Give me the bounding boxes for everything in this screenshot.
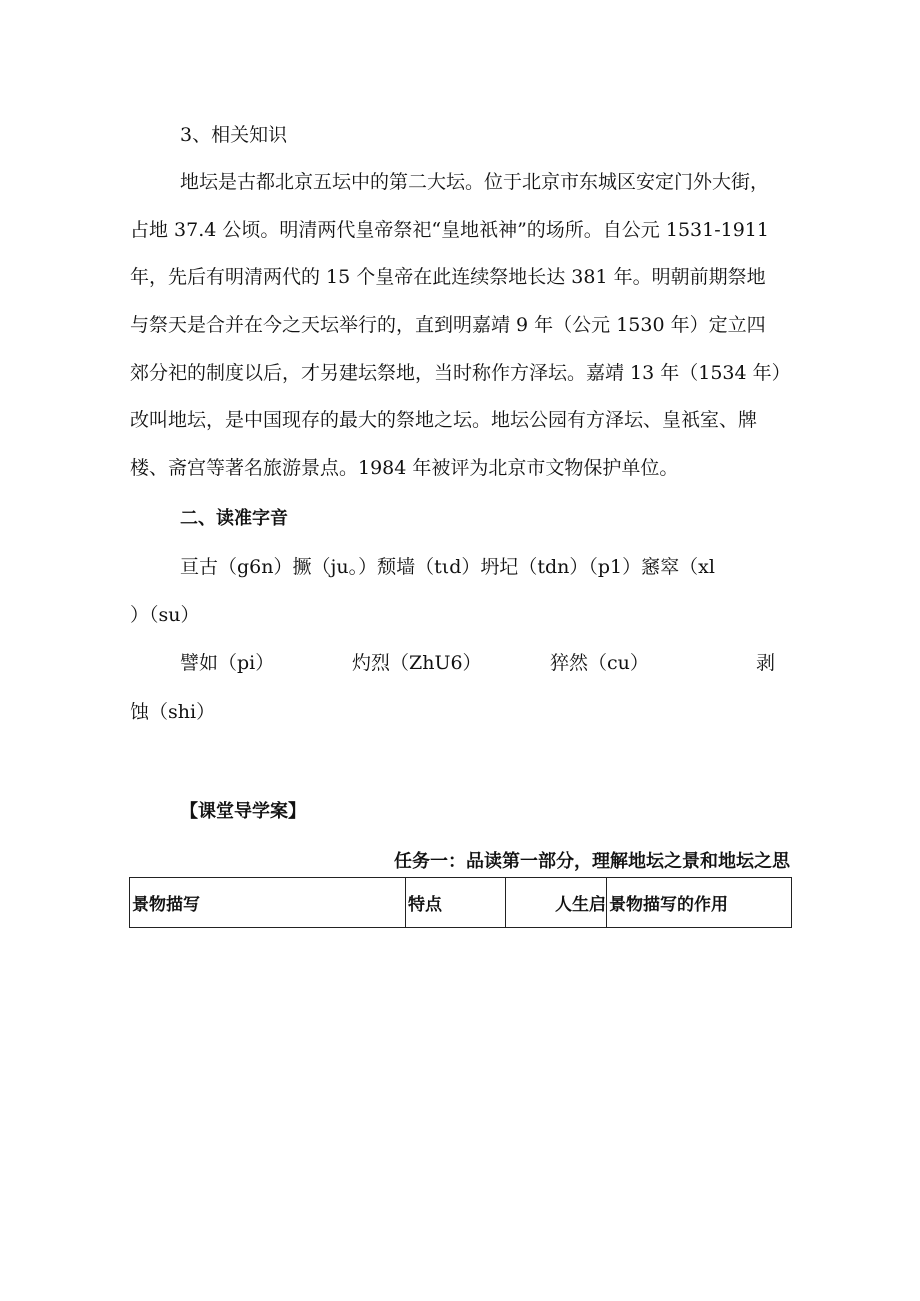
pronunciation-item: 譬如（pi） [180, 652, 275, 674]
paragraph-line: 楼、斋宫等著名旅游景点。1984 年被评为北京市文物保护单位。 [130, 457, 679, 479]
paragraph-line: 占地 37.4 公顷。明清两代皇帝祭祀“皇地祇神”的场所。自公元 1531-1911 [130, 219, 769, 241]
table-header-cell: 人生启 [506, 878, 607, 928]
pronunciation-line: 亘古（g6n）撅（ju。）颓墙（tιd）坍圮（tdn）（p1）窸窣（xl [180, 556, 715, 578]
section-heading-pronunciation: 二、读准字音 [180, 508, 288, 529]
table-header-cell: 景物描写 [130, 878, 406, 928]
section-heading-related-knowledge: 3、相关知识 [180, 124, 288, 146]
paragraph-line: 郊分祀的制度以后，才另建坛祭地，当时称作方泽坛。嘉靖 13 年（1534 年） [130, 362, 791, 384]
pronunciation-item: 猝然（cu） [550, 652, 649, 674]
pronunciation-line: 蚀（shi） [130, 701, 216, 723]
paragraph-line: 地坛是古都北京五坛中的第二大坛。位于北京市东城区安定门外大街， [180, 171, 770, 193]
paragraph-line: 年，先后有明清两代的 15 个皇帝在此连续祭地长达 381 年。明朝前期祭地 [130, 266, 766, 288]
table-header-cell: 景物描写的作用 [607, 878, 792, 928]
table-row [130, 878, 792, 928]
task-one-title: 任务一：品读第一部分，理解地坛之景和地坛之思 [394, 851, 790, 872]
paragraph-line: 与祭天是合并在今之天坛举行的，直到明嘉靖 9 年（公元 1530 年）定立四 [130, 314, 766, 336]
pronunciation-item: 灼烈（ZhU6） [352, 652, 482, 674]
table-header-cell: 特点 [406, 878, 506, 928]
task-table [129, 877, 792, 928]
pronunciation-item: 剥 [756, 652, 776, 674]
pronunciation-line: ）（su） [130, 604, 200, 626]
paragraph-line: 改叫地坛，是中国现存的最大的祭地之坛。地坛公园有方泽坛、皇祇室、牌 [130, 409, 758, 431]
section-heading-classroom-guide: 【课堂导学案】 [180, 801, 306, 822]
